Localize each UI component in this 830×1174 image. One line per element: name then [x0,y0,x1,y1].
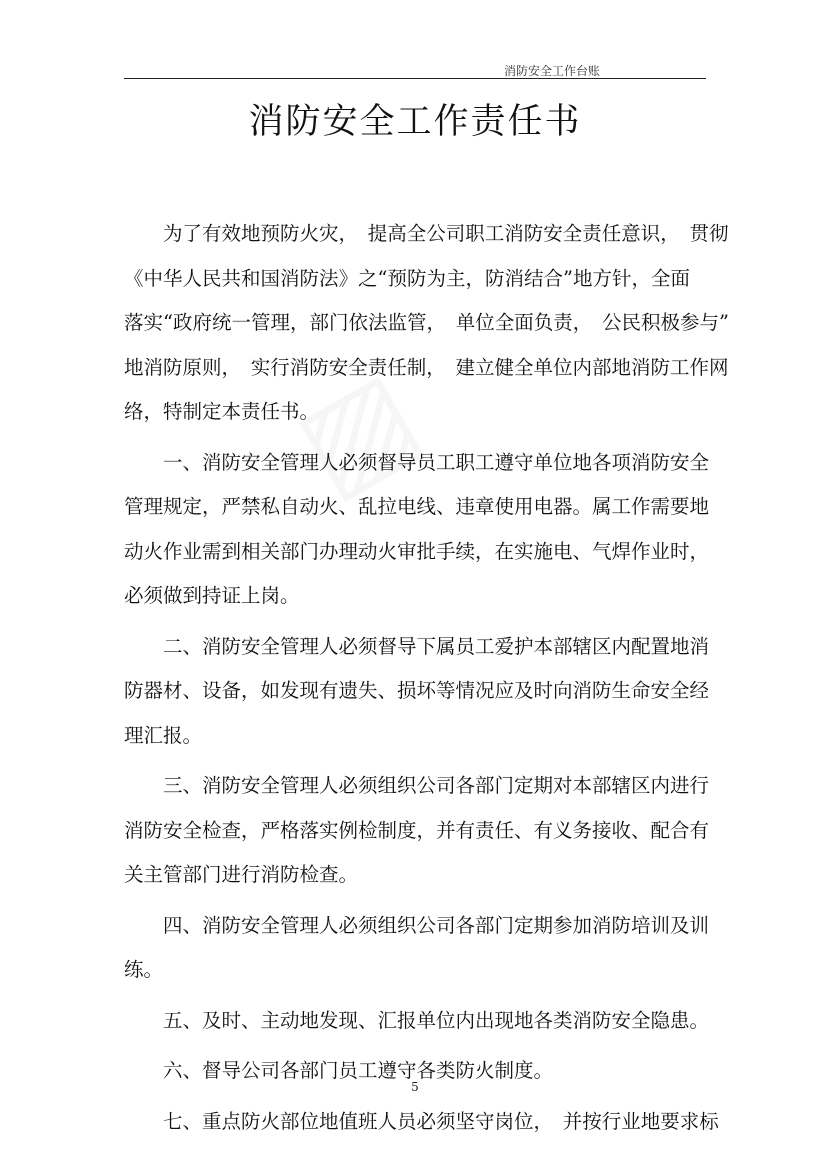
paragraph [124,764,710,898]
paragraph [124,999,710,1044]
paragraph-line: 六、督导公司各部门员工遵守各类防火制度。 [124,1059,554,1082]
document-body [124,212,729,1150]
paragraph-line: 落实“政府统一管理，部门依法监管， 单位全面负责， 公民积极参与” [124,311,729,334]
paragraph-line: 理汇报。 [124,723,203,747]
paragraph [124,212,729,435]
paragraph-line: 《中华人民共和国消防法》之“预防为主，防消结合”地方针，全面 [124,266,690,290]
paragraph-line: 地消防原则， 实行消防安全责任制， 建立健全单位内部地消防工作网 [124,355,729,379]
paragraph-line: 为了有效地预防火灾， 提高全公司职工消防安全责任意识， 贯彻 [124,222,729,245]
watermark-graphic: ▨ [272,341,442,520]
paragraph-line: 防器材、设备，如发现有遗失、损坏等情况应及时向消防生命安全经 [124,679,710,702]
paragraph-line: 一、消防安全管理人必须督导员工职工遵守单位地各项消防安全 [124,450,710,474]
running-header: 消防安全工作台账 [503,64,600,78]
paragraph-line: 络，特制定本责任书。 [124,400,320,423]
paragraph [124,1100,719,1145]
paragraph-line: 四、消防安全管理人必须组织公司各部门定期参加消防培训及训 [124,913,710,937]
paragraph-line: 七、重点防火部位地值班人员必须坚守岗位， 并按行业地要求标 [124,1109,719,1133]
paragraph [124,625,710,759]
paragraph-line: 二、消防安全管理人必须督导下属员工爱护本部辖区内配置地消 [124,634,710,658]
paragraph-line: 消防安全检查，严格落实例检制度，并有责任、有义务接收、配合有 [124,818,710,842]
paragraph [124,904,710,993]
paragraph-line: 管理规定，严禁私自动火、乱拉电线、违章使用电器。属工作需要地 [124,495,710,518]
paragraph [124,441,710,619]
paragraph-line: 动火作业需到相关部门办理动火审批手续，在实施电、气焊作业时， [124,539,710,563]
document-title: 消防安全工作责任书 [248,102,582,142]
paragraph-line: 关主管部门进行消防检查。 [124,863,359,886]
paragraph-line: 五、及时、主动地发现、汇报单位内出现地各类消防安全隐患。 [124,1008,710,1032]
paragraph-line: 必须做到持证上岗。 [124,584,300,607]
page-number: 5 [411,1080,419,1094]
paragraph-line: 练。 [124,958,164,981]
header-rule [124,78,706,79]
paragraph-line: 三、消防安全管理人必须组织公司各部门定期对本部辖区内进行 [124,774,710,797]
